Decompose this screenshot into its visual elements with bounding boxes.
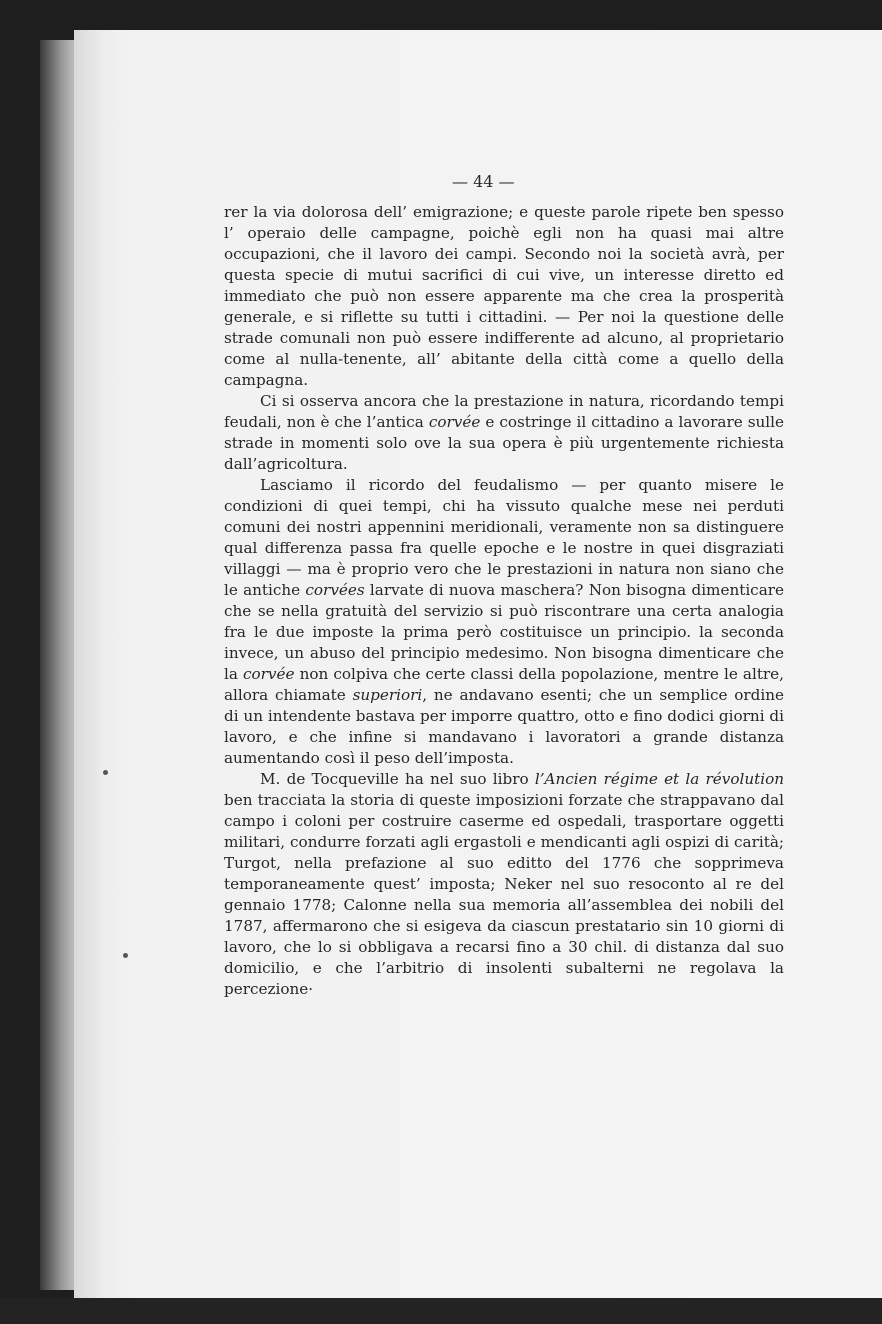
- text-run: non colpiva che certe classi della popolazione, mentre le altre, allora chiamate: [224, 665, 784, 704]
- paragraph: [224, 769, 784, 1000]
- page-speck: [103, 770, 108, 775]
- italic-text: l’Ancien régime et la révolution: [534, 770, 785, 788]
- italic-text: superiori: [352, 686, 423, 704]
- text-run: Lasciamo il ricordo del feudalismo — per quanto misere le condizioni di quei tempi, chi ha vissuto qualche mese nei perduti comuni dei nostri appennini meridionali, veramente non sa distinguere qual differenza passa fra quelle epoche e le nostre in quei disgraziati villaggi — ma è proprio vero che le prestazioni in natura non siano che le antiche: [224, 476, 784, 599]
- italic-text: corvées: [305, 581, 365, 599]
- italic-text: corvée: [243, 665, 295, 683]
- paragraph: [224, 391, 784, 475]
- text-run: , ne andavano esenti; che un semplice ordine di un intendente bastava per imporre quattro, otto e fino dodici giorni di lavoro, e che infine si mandavano i lavoratori a grande distanza aumentando così il peso dell’imposta.: [224, 686, 784, 767]
- text-run: e costringe il cittadino a lavorare sulle strade in momenti solo ove la sua opera è più urgentemente richiesta dall’agricoltura.: [224, 413, 784, 473]
- italic-text: corvée: [428, 413, 481, 431]
- paragraph: [224, 475, 784, 769]
- scan-bottom-border: [0, 1298, 882, 1324]
- page-speck: [123, 953, 128, 958]
- page-number: — 44 —: [452, 172, 515, 191]
- text-run: ben tracciata la storia di queste imposizioni forzate che strappavano dal campo i coloni per costruire caserme ed ospedali, trasportare oggetti militari, condurre forzati agli ergastoli e mendicanti agli ospizi di carità; Turgot, nella prefazione al suo editto del 1776 che sopprimeva temporaneamente quest’ imposta; Neker nel suo resoconto al re del gennaio 1778; Calonne nella sua memoria all’assemblea dei nobili del 1787, affermarono che si esigeva da ciascun prestatario sin 10 giorni di lavoro, che lo si obbligava a recarsi fino a 30 chil. di distanza dal suo domicilio, e che l’arbitrio di insolenti subalterni ne regolava la percezione·: [224, 791, 784, 998]
- text-run: larvate di nuova maschera? Non bisogna dimenticare che se nella gratuità del servizio si può riscontrare una certa analogia fra le due imposte la prima però costituisce un principio. la seconda invece, un abuso del principio medesimo. Non bisogna dimenticare che la: [224, 581, 784, 683]
- page-body-text: [224, 202, 784, 1000]
- paragraph: [224, 202, 784, 391]
- text-run: M. de Tocqueville ha nel suo libro: [260, 770, 535, 788]
- text-run: Ci si osserva ancora che la prestazione in natura, ricordando tempi feudali, non è che l’antica: [224, 392, 784, 431]
- text-run: rer la via dolorosa dell’ emigrazione; e queste parole ripete ben spesso l’ operaio delle campagne, poichè egli non ha quasi mai altre occupazioni, che il lavoro dei campi. Secondo noi la società avrà, per questa specie di mutui sacrifici di cui vive, un interesse diretto ed immediato che può non essere apparente ma che crea la prosperità generale, e si riflette su tutti i cittadini. — Per noi la questione delle strade comunali non può essere indifferente ad alcuno, al proprietario come al nulla-tenente, all’ abitante della città come a quello della campagna.: [224, 203, 784, 389]
- book-spine-edge: [40, 40, 78, 1290]
